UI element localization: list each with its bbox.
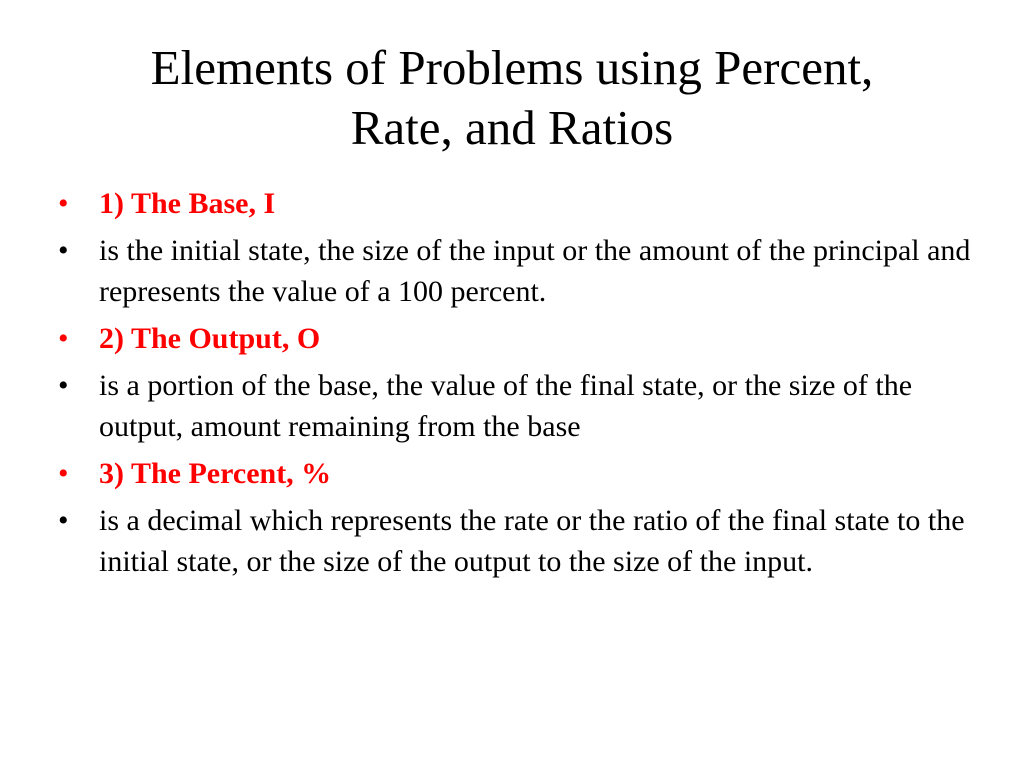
bullet-list xyxy=(58,183,978,588)
slide-title-line-1: Elements of Problems using Percent, xyxy=(150,40,874,95)
bullet-item-percent-heading xyxy=(58,453,978,494)
slide-title xyxy=(50,38,974,158)
bullet-text: is a portion of the base, the value of the final state, or the size of the output, amount remaining from the base xyxy=(99,369,913,443)
bullet-dot-icon: • xyxy=(58,504,69,537)
bullet-item-base-description xyxy=(58,230,978,312)
bullet-dot-icon: • xyxy=(58,369,69,402)
bullet-item-output-heading xyxy=(58,318,978,359)
bullet-item-percent-description xyxy=(58,500,978,582)
bullet-text: 3) The Percent, % xyxy=(99,457,332,490)
bullet-item-base-heading xyxy=(58,183,978,224)
bullet-item-output-description xyxy=(58,365,978,447)
bullet-dot-icon: • xyxy=(58,187,69,220)
bullet-dot-icon: • xyxy=(58,234,69,267)
bullet-dot-icon: • xyxy=(58,457,69,490)
bullet-text: is the initial state, the size of the input or the amount of the principal and represents the value of a 100 percent. xyxy=(99,234,971,308)
bullet-dot-icon: • xyxy=(58,322,69,355)
bullet-text: is a decimal which represents the rate or the ratio of the final state to the initial state, or the size of the output to the size of the input. xyxy=(99,504,965,578)
bullet-text: 1) The Base, I xyxy=(99,187,276,220)
slide-title-line-2: Rate, and Ratios xyxy=(350,100,674,155)
bullet-text: 2) The Output, O xyxy=(99,322,321,355)
